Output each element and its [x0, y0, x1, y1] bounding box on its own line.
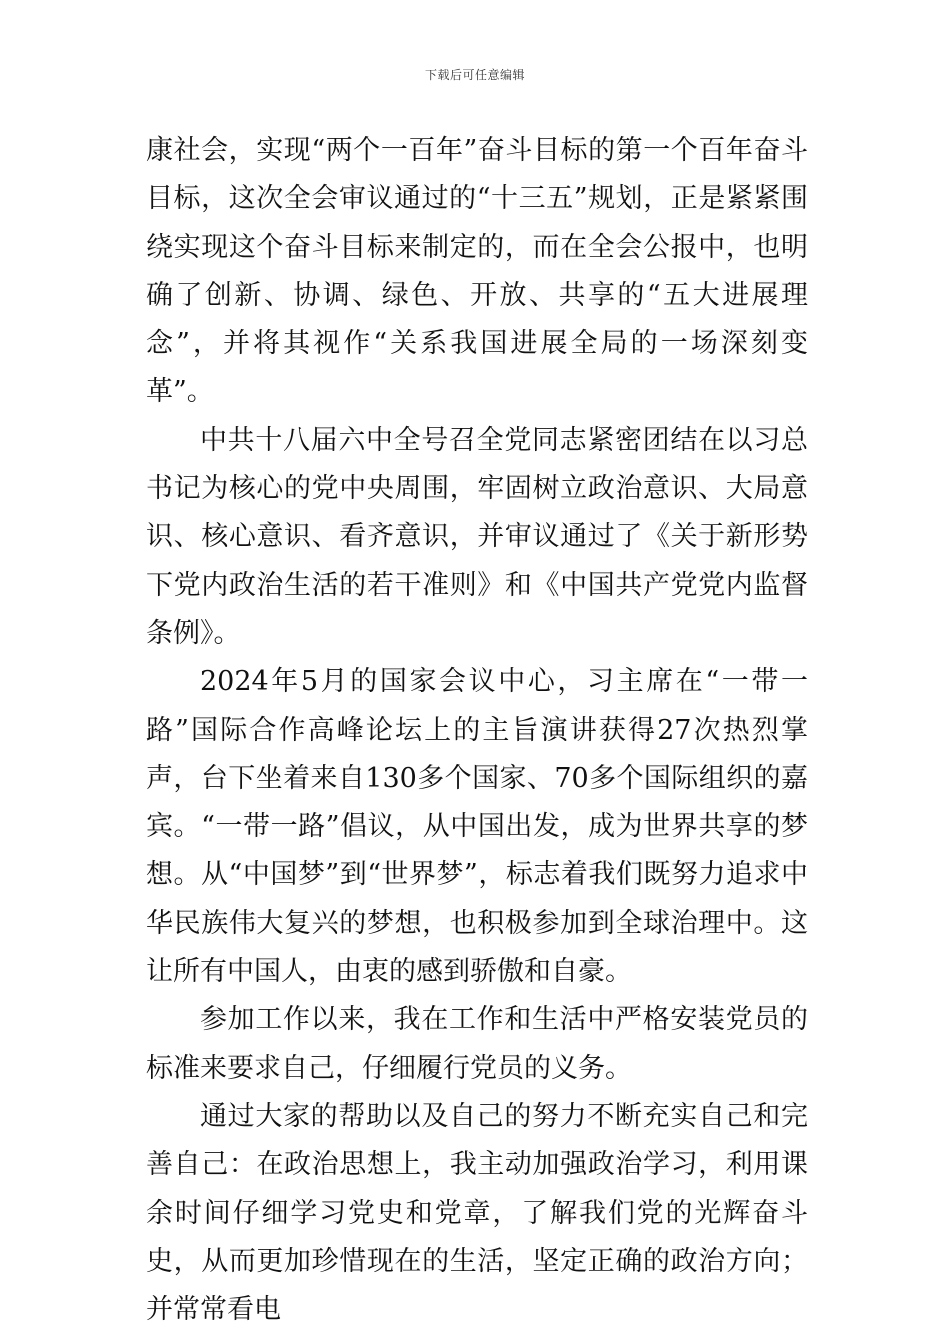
paragraph-5: 通过大家的帮助以及自己的努力不断充实自己和完善自己：在政治思想上，我主动加强政治学习，利用课余时间仔细学习党史和党章，了解我们党的光辉奋斗史，从而更加珍惜现在的生活，坚定正确的政治方向；并常常看电: [146, 1100, 808, 1326]
paragraph-3: 2024年5月的国家会议中心，习主席在“一带一路”国际合作高峰论坛上的主旨演讲获得27次热烈掌声，台下坐着来自130多个国家、70多个国际组织的嘉宾。“一带一路”倡议，从中国出发，成为世界共享的梦想。从“中国梦”到“世界梦”，标志着我们既努力追求中华民族伟大复兴的梦想，也积极参加到全球治理中。这让所有中国人，由衷的感到骄傲和自豪。: [146, 666, 808, 988]
paragraph-4: 参加工作以来，我在工作和生活中严格安装党员的标准来要求自己，仔细履行党员的义务。: [146, 1004, 808, 1084]
page-header: 下载后可任意编辑: [424, 68, 525, 82]
paragraph-2: 中共十八届六中全号召全党同志紧密团结在以习总书记为核心的党中央周围，牢固树立政治意识、大局意识、核心意识、看齐意识，并审议通过了《关于新形势下党内政治生活的若干准则》和《中国共产党党内监督条例》。: [146, 424, 808, 649]
paragraph-1: 康社会，实现“两个一百年”奋斗目标的第一个百年奋斗目标，这次全会审议通过的“十三五”规划，正是紧紧围绕实现这个奋斗目标来制定的，而在全会公报中，也明确了创新、协调、绿色、开放、共享的“五大进展理念”，并将其视作“关系我国进展全局的一场深刻变革”。: [146, 135, 808, 408]
document-body: [146, 127, 808, 1334]
